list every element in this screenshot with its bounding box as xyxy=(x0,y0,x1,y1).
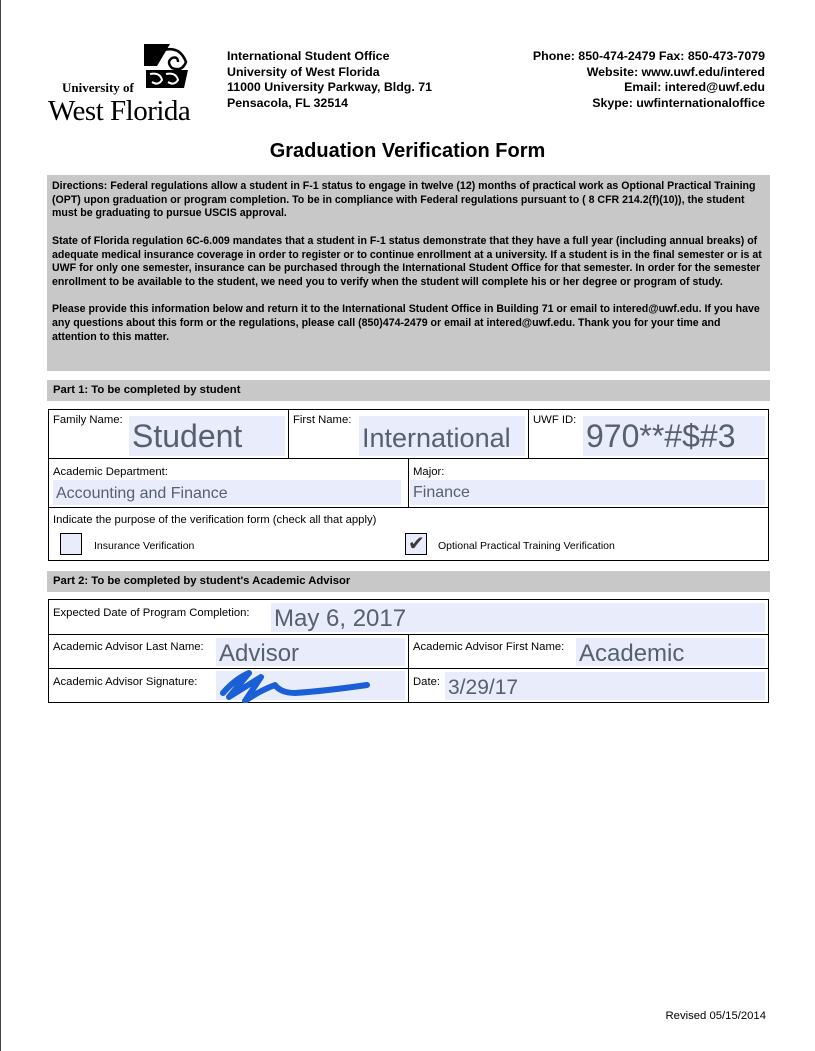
first-name-field[interactable]: International xyxy=(359,416,525,456)
major-label: Major: xyxy=(413,466,445,478)
advisor-first-name-cell xyxy=(408,634,769,669)
logo-big-text: West Florida xyxy=(48,95,191,127)
advisor-last-name-label: Academic Advisor Last Name: xyxy=(53,641,204,653)
advisor-last-name-cell xyxy=(48,634,409,669)
purpose-cell xyxy=(48,507,769,561)
opt-verification-label: Optional Practical Training Verification xyxy=(438,540,615,552)
major-field[interactable]: Finance xyxy=(410,480,765,505)
contact-info xyxy=(533,49,765,111)
family-name-field[interactable]: Student xyxy=(129,416,285,456)
directions-paragraph: State of Florida regulation 6C-6.009 mandates that a student in F-1 status demonstrate that they have a full year (including annual breaks) of adequate medical insurance coverage in order to register or to continue enrollment at a university. If a student is in the final semester or is at UWF for only one semester, insurance can be purchased through the International Student Office for that semester. In order for the semester enrollment to be available to the student, we need you to verify when the student will complete his or her degree or program of study. xyxy=(52,234,762,288)
department-label: Academic Department: xyxy=(53,466,168,478)
contact-line: Website: www.uwf.edu/intered xyxy=(586,64,765,79)
office-line: Pensacola, FL 32514 xyxy=(227,95,348,110)
contact-line: Phone: 850-474-2479 Fax: 850-473-7079 xyxy=(532,49,765,63)
revised-date: Revised 05/15/2014 xyxy=(665,1010,766,1022)
advisor-first-name-field[interactable]: Academic xyxy=(576,638,765,666)
advisor-first-name-label: Academic Advisor First Name: xyxy=(413,641,565,653)
directions-box xyxy=(47,175,770,371)
office-address xyxy=(227,49,432,111)
uwf-id-cell xyxy=(528,409,769,459)
major-cell xyxy=(408,458,769,508)
form-title: Graduation Verification Form xyxy=(269,140,546,162)
department-cell xyxy=(48,458,409,508)
completion-date-label: Expected Date of Program Completion: xyxy=(53,607,250,619)
first-name-cell xyxy=(288,409,529,459)
opt-verification-checkbox[interactable] xyxy=(405,533,427,555)
contact-line: Skype: uwfinternationaloffice xyxy=(592,95,765,110)
date-label: Date: xyxy=(413,676,441,688)
family-name-cell xyxy=(48,409,289,459)
family-name-label: Family Name: xyxy=(53,414,123,426)
date-cell xyxy=(408,668,769,703)
completion-date-field[interactable]: May 6, 2017 xyxy=(271,603,765,632)
uwf-logo xyxy=(46,42,216,128)
insurance-verification-checkbox[interactable] xyxy=(60,533,82,555)
purpose-label: Indicate the purpose of the verification form (check all that apply) xyxy=(53,514,377,526)
check-icon: ✔ xyxy=(408,533,425,555)
uwf-id-label: UWF ID: xyxy=(533,414,577,426)
completion-date-cell xyxy=(48,599,769,635)
directions-paragraph: Please provide this information below and return it to the International Student Office in Building 71 or email to intered@uwf.edu. If you have any questions about this form or the regulations, please call (850)474-2479 or email at intered@uwf.edu. Thank you for your time and attention to this matter. xyxy=(52,303,760,343)
directions-paragraph: Directions: Federal regulations allow a student in F-1 status to engage in twelve (12) months of practical work as Optional Practical Training (OPT) upon graduation or program completion. To be in compliance with Federal regulations pursuant to ( 8 CFR 214.2(f)(10)), the student must be graduating to pursue USCIS approval. xyxy=(52,180,756,220)
advisor-signature-label: Academic Advisor Signature: xyxy=(53,676,198,688)
logo-small-text: University of xyxy=(62,80,134,95)
office-line: University of West Florida xyxy=(227,64,380,79)
department-field[interactable]: Accounting and Finance xyxy=(53,480,401,505)
part2-header: Part 2: To be completed by student's Academic Advisor xyxy=(47,571,770,592)
advisor-last-name-field[interactable]: Advisor xyxy=(216,638,405,666)
first-name-label: First Name: xyxy=(293,414,352,426)
part1-header: Part 1: To be completed by student xyxy=(47,380,770,401)
uwf-id-field[interactable]: 970**#$#3 xyxy=(583,416,765,456)
insurance-verification-label: Insurance Verification xyxy=(94,540,195,552)
contact-line: Email: intered@uwf.edu xyxy=(624,80,765,94)
argo-logo-mark xyxy=(142,42,190,92)
office-line: International Student Office xyxy=(227,49,390,63)
office-line: 11000 University Parkway, Bldg. 71 xyxy=(227,80,433,94)
signature-scribble-icon xyxy=(215,669,375,703)
date-field[interactable]: 3/29/17 xyxy=(445,672,765,700)
advisor-signature-cell xyxy=(48,668,409,703)
